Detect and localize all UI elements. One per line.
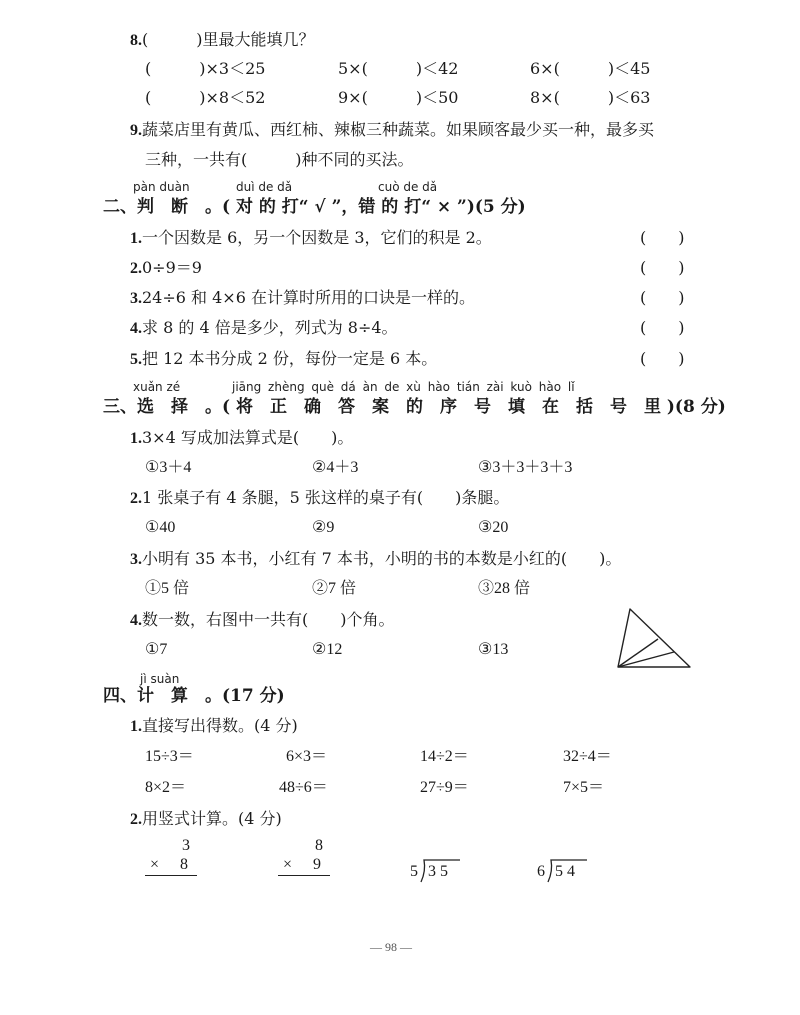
item-text: 数一数，右图中一共有( )个角。 bbox=[142, 610, 395, 629]
sec3-q3-option-1[interactable]: ①5 倍 bbox=[145, 580, 190, 597]
calc-r2c3[interactable]: 27÷9＝ bbox=[420, 779, 469, 796]
item-number: 1. bbox=[130, 430, 142, 447]
calc-r1c3[interactable]: 14÷2＝ bbox=[420, 748, 469, 765]
sec3-q4-option-3[interactable]: ③13 bbox=[478, 641, 509, 658]
item-number: 4. bbox=[130, 612, 142, 629]
q8-r2c2: 9×( )＜50 bbox=[338, 88, 459, 107]
sec2-pinyin-1: pàn duàn bbox=[133, 180, 190, 194]
sec2-item-4 bbox=[130, 318, 398, 339]
q8-r2c3: 8×( )＜63 bbox=[530, 88, 651, 107]
sec2-answer-box-4[interactable]: ( ) bbox=[640, 318, 685, 337]
ldiv1-divisor: 5 bbox=[410, 863, 418, 880]
sec3-q4 bbox=[130, 610, 395, 631]
calc-r2c4[interactable]: 7×5＝ bbox=[563, 779, 605, 796]
sec2-pinyin-2: duì de dǎ bbox=[236, 180, 293, 194]
item-number: 3. bbox=[130, 551, 142, 568]
vmult1-top: 3 bbox=[182, 837, 190, 854]
item-number: 2. bbox=[130, 811, 142, 828]
sec3-q2 bbox=[130, 488, 509, 509]
sec3-q3 bbox=[130, 549, 621, 570]
q8-line bbox=[130, 30, 315, 51]
q9-text-1: 蔬菜店里有黄瓜、西红柿、辣椒三种蔬菜。如果顾客最少买一种，最多买 bbox=[142, 120, 655, 139]
angle-triangle-figure bbox=[610, 603, 696, 671]
calc-r2c1[interactable]: 8×2＝ bbox=[145, 779, 187, 796]
page-number: — 98 — bbox=[370, 940, 412, 954]
sec3-pinyin-b: jiāng zhèng què dá àn de xù hào tián zài kuò hào lǐ bbox=[232, 380, 575, 394]
q8-r1c3: 6×( )＜45 bbox=[530, 59, 651, 78]
sec3-q1-option-3[interactable]: ③3＋3＋3＋3 bbox=[478, 459, 573, 476]
vmult1-underline bbox=[145, 875, 197, 876]
q9-line2: 三种，一共有( )种不同的买法。 bbox=[145, 150, 414, 169]
sec2-item-2 bbox=[130, 258, 202, 279]
sec2-item-3 bbox=[130, 288, 475, 309]
sec2-title: 二、判 断 。( 对 的 打“ √ ”，错 的 打“ × ”)(5 分) bbox=[103, 197, 526, 217]
triangle-ray-1 bbox=[618, 639, 658, 667]
sec3-q4-option-1[interactable]: ①7 bbox=[145, 641, 168, 658]
item-text: 用竖式计算。(4 分) bbox=[142, 809, 282, 828]
sec2-item-1 bbox=[130, 228, 492, 249]
q9-line1 bbox=[130, 120, 654, 141]
q8-text: ( )里最大能填几？ bbox=[142, 30, 315, 49]
sec2-item-5 bbox=[130, 349, 437, 370]
ldiv1-dividend: 3 5 bbox=[428, 863, 448, 880]
sec4-pinyin: jì suàn bbox=[140, 672, 180, 686]
item-text: 直接写出得数。(4 分) bbox=[142, 716, 298, 735]
sec4-title: 四、计 算 。(17 分) bbox=[103, 686, 285, 706]
sec2-answer-box-1[interactable]: ( ) bbox=[640, 228, 685, 247]
sec2-answer-box-5[interactable]: ( ) bbox=[640, 349, 685, 368]
item-text: 一个因数是 6，另一个因数是 3，它们的积是 2。 bbox=[142, 228, 492, 247]
item-number: 5. bbox=[130, 351, 142, 368]
q8-number: 8. bbox=[130, 32, 142, 49]
sec2-answer-box-2[interactable]: ( ) bbox=[640, 258, 685, 277]
q8-r1c1: ( )×3＜25 bbox=[145, 59, 266, 78]
calc-r1c1[interactable]: 15÷3＝ bbox=[145, 748, 194, 765]
sec3-pinyin-a: xuǎn zé bbox=[133, 380, 181, 394]
sec3-q3-option-2[interactable]: ②7 倍 bbox=[312, 580, 357, 597]
item-number: 3. bbox=[130, 290, 142, 307]
sec3-q2-option-2[interactable]: ②9 bbox=[312, 519, 335, 536]
sec4-p2 bbox=[130, 809, 282, 830]
vmult2-top: 8 bbox=[315, 837, 323, 854]
sec4-p1 bbox=[130, 716, 298, 737]
item-number: 2. bbox=[130, 260, 142, 277]
sec2-answer-box-3[interactable]: ( ) bbox=[640, 288, 685, 307]
item-text: 24÷6 和 4×6 在计算时所用的口诀是一样的。 bbox=[142, 288, 475, 307]
triangle-outline bbox=[618, 609, 690, 667]
calc-r1c4[interactable]: 32÷4＝ bbox=[563, 748, 612, 765]
q9-number: 9. bbox=[130, 122, 142, 139]
item-number: 2. bbox=[130, 490, 142, 507]
sec3-q1-option-1[interactable]: ①3＋4 bbox=[145, 459, 192, 476]
vmult1-bottom: 8 bbox=[180, 856, 188, 873]
q8-r1c2: 5×( )＜42 bbox=[338, 59, 459, 78]
vmult2-operator: × bbox=[283, 856, 293, 873]
sec3-q3-option-3[interactable]: ③28 倍 bbox=[478, 580, 531, 597]
sec3-q1-option-2[interactable]: ②4＋3 bbox=[312, 459, 359, 476]
item-number: 1. bbox=[130, 230, 142, 247]
sec2-pinyin-3: cuò de dǎ bbox=[378, 180, 438, 194]
sec3-q2-option-1[interactable]: ①40 bbox=[145, 519, 176, 536]
item-number: 1. bbox=[130, 718, 142, 735]
ldiv2-divisor: 6 bbox=[537, 863, 545, 880]
calc-r2c2[interactable]: 48÷6＝ bbox=[279, 779, 328, 796]
item-text: 小明有 35 本书，小红有 7 本书，小明的书的本数是小红的( )。 bbox=[142, 549, 622, 568]
item-text: 1 张桌子有 4 条腿，5 张这样的桌子有( )条腿。 bbox=[142, 488, 510, 507]
sec3-q1 bbox=[130, 428, 353, 449]
item-text: 0÷9＝9 bbox=[142, 258, 202, 277]
item-text: 求 8 的 4 倍是多少，列式为 8÷4。 bbox=[142, 318, 398, 337]
calc-r1c2[interactable]: 6×3＝ bbox=[286, 748, 328, 765]
q8-r2c1: ( )×8＜52 bbox=[145, 88, 266, 107]
item-number: 4. bbox=[130, 320, 142, 337]
item-text: 3×4 写成加法算式是( )。 bbox=[142, 428, 354, 447]
sec3-q4-option-2[interactable]: ②12 bbox=[312, 641, 343, 658]
vmult1-operator: × bbox=[150, 856, 160, 873]
sec3-title: 三、选 择 。( 将 正 确 答 案 的 序 号 填 在 括 号 里 )(8 分) bbox=[103, 397, 726, 417]
vmult2-bottom: 9 bbox=[313, 856, 321, 873]
sec3-q2-option-3[interactable]: ③20 bbox=[478, 519, 509, 536]
triangle-ray-2 bbox=[618, 652, 674, 667]
vmult2-underline bbox=[278, 875, 330, 876]
ldiv2-dividend: 5 4 bbox=[555, 863, 575, 880]
item-text: 把 12 本书分成 2 份，每份一定是 6 本。 bbox=[142, 349, 438, 368]
